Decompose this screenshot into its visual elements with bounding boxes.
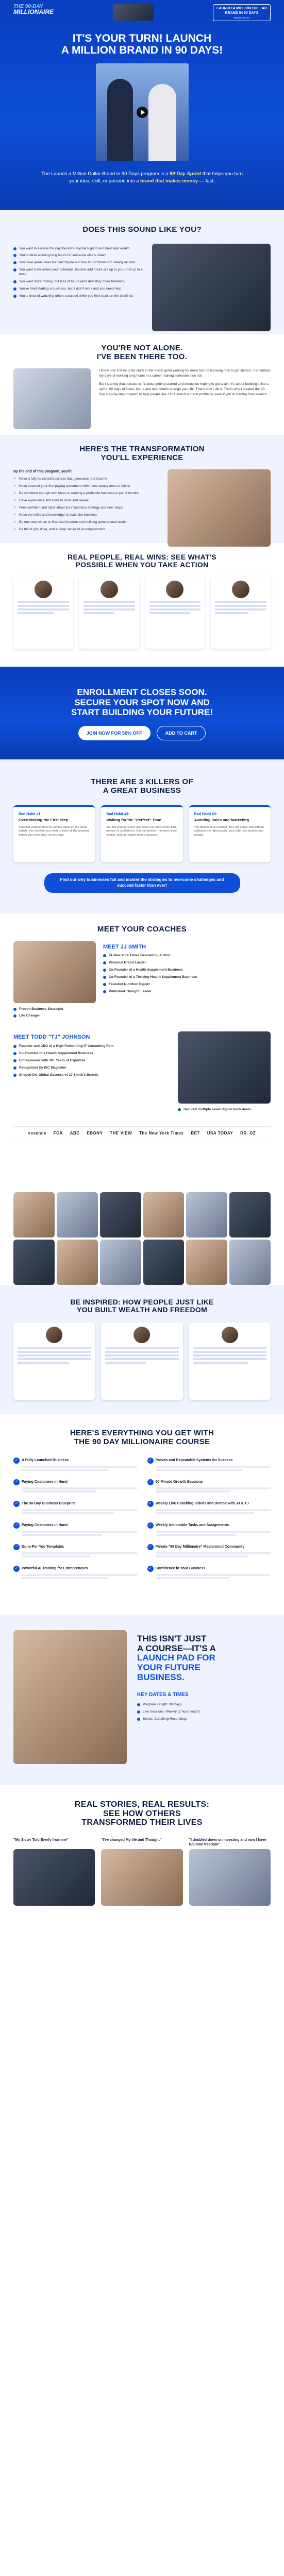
check-icon: ✓ xyxy=(147,1544,154,1550)
real-people-title: REAL PEOPLE, REAL WINS: SEE WHAT'S POSSIBLE WHEN YOU TAKE ACTION xyxy=(68,553,216,569)
coach1-name: MEET JJ SMITH xyxy=(103,943,146,950)
course-item: ✓ The 90-Day Business Blueprint xyxy=(13,1501,137,1514)
media-photo xyxy=(57,1240,98,1285)
sound-like-photo xyxy=(152,244,271,331)
transformation-photo xyxy=(168,469,271,547)
logo-line-2: MILLIONAIRE xyxy=(13,8,54,15)
transformation-lead: By the end of this program, you'll: xyxy=(13,470,72,473)
result-video-thumb[interactable] xyxy=(101,1849,182,1906)
result-quote: "I've changed My life and Thought" xyxy=(101,1838,162,1842)
press-logo: DR. OZ xyxy=(240,1131,256,1136)
avatar xyxy=(101,581,118,598)
hero-section xyxy=(0,0,284,210)
list-item: Co-Founder of a Thriving Health Supplement Business xyxy=(103,975,271,980)
list-item: Life Changer xyxy=(13,1014,96,1019)
real-people-section xyxy=(0,543,284,667)
list-item: ✓ Have a fully launched business that generates real income xyxy=(13,477,160,482)
result-video-thumb[interactable] xyxy=(13,1849,95,1906)
coach2-name: MEET TODD "TJ" JOHNSON xyxy=(13,1034,90,1041)
launch-badge xyxy=(213,4,271,21)
course-item: ✓ Powerful AI Training for Entrepreneurs xyxy=(13,1566,137,1579)
play-button[interactable] xyxy=(137,107,148,118)
list-item: Recognized by INC Magazine xyxy=(13,1066,171,1071)
badge-line-2: BRAND IN 90 DAYS xyxy=(225,11,259,15)
list-item: ✓ Be confident enough with ideas to running a profitable business in just 3 months xyxy=(13,492,160,496)
hero-headline xyxy=(0,32,284,56)
list-item: Founder and CEO of a High-Performing IT Consulting Firm xyxy=(13,1044,171,1049)
list-item: Co-Founder of a Health Supplement Business xyxy=(13,1052,171,1056)
result-quote: "I doubled down on investing and now I have full-time freedom" xyxy=(189,1838,266,1847)
course-section xyxy=(0,1414,284,1615)
list-item: Program Length: 90 Days xyxy=(137,1703,271,1707)
media-photo xyxy=(100,1240,141,1285)
hero-intro: The Launch a Million Dollar Brand in 90 Days program is a 90-Day Sprint that helps you turn your idea, skill, or passion into a brand that makes money — fast. xyxy=(41,171,243,184)
list-item: ✓ Feel confident and clear about your business strategy and next steps xyxy=(13,506,160,511)
list-item: Secured multiple seven-figure book deals xyxy=(178,1108,271,1112)
check-icon: ✓ xyxy=(147,1458,154,1464)
list-item: You're tired of watching others succeed while you feel stuck on the sidelines xyxy=(13,294,145,299)
list-item: Entrepreneur with 30+ Years of Expertise xyxy=(13,1059,171,1063)
list-item: You've tried starting a business, but it didn't work and you need help xyxy=(13,287,145,292)
hero-headline-line-1: IT'S YOUR TURN! LAUNCH xyxy=(72,32,212,45)
check-icon: ✓ xyxy=(147,1566,154,1572)
killer-card-1: Bad Habit #1: Overthinking the First Step You hold yourself back by getting stuck on the small details. You feel like you need to have all the answers before you even start, so you stall. xyxy=(13,805,95,862)
key-dates-title: KEY DATES & TIMES xyxy=(137,1692,189,1698)
course-item: ✓ Paying Customers in Hand xyxy=(13,1522,137,1536)
result-video-card[interactable] xyxy=(189,1838,271,1906)
results-section xyxy=(0,1785,284,2061)
top-bar xyxy=(0,4,284,21)
course-item: ✓ Done-For-You Templates xyxy=(13,1544,137,1557)
avatar xyxy=(46,1327,62,1343)
killer-card-3: Bad Habit #3: Avoiding Sales and Marketing You believe if you build it, they will come. But without selling to the right people, your offer sits unseen and unsold. xyxy=(189,805,271,862)
results-title: REAL STORIES, REAL RESULTS: SEE HOW OTHERS TRANSFORMED THEIR LIVES xyxy=(74,1800,210,1827)
list-item: You have great ideas but can't figure out how to turn them into steady income xyxy=(13,261,145,265)
check-icon: ✓ xyxy=(13,1479,20,1485)
sound-like-title: DOES THIS SOUND LIKE YOU? xyxy=(82,225,202,234)
avatar xyxy=(222,1327,238,1343)
list-item: Live Sessions: Weekly (2 hours each) xyxy=(137,1710,271,1715)
check-icon: ✓ xyxy=(13,1458,20,1464)
coach-portrait-photo xyxy=(13,368,91,429)
enroll-title: ENROLLMENT CLOSES SOON. SECURE YOUR SPOT NOW AND START BUILDING YOUR FUTURE! xyxy=(71,687,213,718)
list-item: ✓ Be full of grit, drive, and a deep sense of accomplishment xyxy=(13,528,160,532)
press-logo: THE VIEW xyxy=(110,1131,132,1136)
launchpad-title: THIS ISN'T JUST A COURSE—IT'S A LAUNCH PAD FOR YOUR FUTURE BUSINESS. xyxy=(137,1634,216,1682)
result-quote: "My Sister Told Everly from me" xyxy=(13,1838,69,1842)
not-alone-para-2: But I learned that success isn't about getting started and disruption hoping to get a win. It's about building it like a sprint. 90 days of focus, hours and momentum change your life. That's how I did it. That's why I created the 90-Day step-by-step program to help people like YOU launch a brand profitably, even if you're starting from scratch. xyxy=(99,382,269,396)
avatar xyxy=(35,581,52,598)
not-alone-para-1: I know how it feels to be stuck in the 9-to-5 grind working for more but not knowing how to get started. I remember my days of working long hours in a career making someone else rich. xyxy=(99,369,270,378)
story-card xyxy=(189,1323,271,1400)
check-icon: ✓ xyxy=(13,1544,20,1550)
sound-like-you-section xyxy=(0,210,284,334)
course-item: ✓ Paying Customers in Hand xyxy=(13,1479,137,1493)
press-logo: BET xyxy=(191,1131,200,1136)
play-icon xyxy=(141,110,145,115)
press-logo: ABC xyxy=(70,1131,80,1136)
inspired-title: BE INSPIRED: HOW PEOPLE JUST LIKE YOU BUILT WEALTH AND FREEDOM xyxy=(70,1298,214,1314)
list-item: Personal Brand Leader xyxy=(103,961,271,965)
story-card xyxy=(13,1323,95,1400)
press-logo: USA TODAY xyxy=(207,1131,233,1136)
list-item: You want a life where your schedule, income and future are up to you—not up to a boss xyxy=(13,268,145,277)
course-item: ✓ Private "90 Day Millionaire" Mastermind Community xyxy=(147,1544,271,1557)
hero-video[interactable] xyxy=(96,63,189,161)
story-card xyxy=(101,1323,182,1400)
launchpad-photo xyxy=(13,1630,127,1764)
check-icon: ✓ xyxy=(13,1566,20,1572)
course-item: ✓ Confidence in Your Business xyxy=(147,1566,271,1579)
transformation-title: HERE'S THE TRANSFORMATION YOU'LL EXPERIENCE xyxy=(79,445,205,462)
media-collage-section xyxy=(0,1192,284,1285)
testimonial-grid xyxy=(13,577,271,649)
media-photo xyxy=(100,1192,141,1238)
join-now-button[interactable]: JOIN NOW FOR 50% OFF xyxy=(78,726,151,740)
avatar xyxy=(133,1327,150,1343)
add-to-cart-button[interactable]: ADD TO CART xyxy=(157,726,206,740)
badge-line-1: LAUNCH A MILLION DOLLAR xyxy=(216,7,267,10)
avatar xyxy=(166,581,183,598)
not-alone-section xyxy=(0,334,284,435)
press-logo: essence xyxy=(28,1131,46,1136)
person-left-silhouette xyxy=(107,79,133,161)
course-item: ✓ Weekly Actionable Tasks and Assignments xyxy=(147,1522,271,1536)
list-item: Published Thought Leader xyxy=(103,990,271,994)
inspired-section xyxy=(0,1285,284,1414)
transformation-list xyxy=(13,477,160,532)
enroll-section xyxy=(0,667,284,759)
media-photo xyxy=(57,1192,98,1238)
media-photo xyxy=(13,1240,55,1285)
media-photo xyxy=(186,1192,227,1238)
transformation-section xyxy=(0,435,284,543)
sound-like-list xyxy=(13,244,145,331)
course-item: ✓ 90-Minute Growth Sessions xyxy=(147,1479,271,1493)
list-item: Bonus: Coaching Recordings xyxy=(137,1717,271,1722)
testimonial-card xyxy=(79,577,139,649)
check-icon: ✓ xyxy=(147,1522,154,1529)
killers-title: THERE ARE 3 KILLERS OF A GREAT BUSINESS xyxy=(91,777,193,795)
press-logo-strip xyxy=(13,1126,271,1141)
list-item: ✓ Have the skills and knowledge to scale the business xyxy=(13,513,160,518)
badge-small: PRESENTED BY xyxy=(233,16,250,19)
killer-card-2: Bad Habit #2: Waiting for the "Perfect" Time You tell yourself you'll start when you have more time, money, or confidence. But the 'perfect' moment never comes, and you watch others succeed. xyxy=(101,805,182,862)
list-item: ✓ Have experience and tools to rinse and repeat xyxy=(13,499,160,503)
media-photo xyxy=(143,1240,185,1285)
list-item: You want to escape the paycheck-to-paycheck grind and build real wealth xyxy=(13,247,145,251)
testimonial-card xyxy=(145,577,205,649)
hero-top-photo xyxy=(113,4,154,21)
list-item: Proven Business Strategist xyxy=(13,1007,96,1012)
testimonial-card xyxy=(211,577,271,649)
list-item: You're done working long hours for someone else's dream xyxy=(13,253,145,258)
media-photo xyxy=(229,1192,271,1238)
list-item: ✓ Be one step closer to financial freedom and building generational wealth xyxy=(13,520,160,525)
person-right-silhouette xyxy=(148,84,176,161)
media-photo xyxy=(143,1192,185,1238)
check-icon: ✓ xyxy=(13,1522,20,1529)
launchpad-section xyxy=(0,1615,284,1785)
testimonial-card xyxy=(13,577,73,649)
check-icon: ✓ xyxy=(13,1501,20,1507)
press-logo: EBONY xyxy=(87,1131,103,1136)
course-item: ✓ Proven and Repeatable Systems for Success xyxy=(147,1458,271,1471)
check-icon: ✓ xyxy=(147,1501,154,1507)
check-icon: ✓ xyxy=(147,1479,154,1485)
brand-logo xyxy=(13,4,54,15)
list-item: Co-Founder of a Health Supplement Business xyxy=(103,968,271,973)
course-item: ✓ Weekly Live Coaching Videos and Demos with JJ & TJ xyxy=(147,1501,271,1514)
list-item: Shaped the Global Success of JJ Smith's Brands xyxy=(13,1073,171,1078)
coaches-section xyxy=(0,914,284,1192)
media-photo xyxy=(186,1240,227,1285)
press-logo: FOX xyxy=(53,1131,63,1136)
list-item: You want more money, but less of hours (and definitely more freedom) xyxy=(13,280,145,284)
jj-smith-photo xyxy=(13,941,96,1003)
killers-section xyxy=(0,759,284,914)
media-photo xyxy=(13,1192,55,1238)
todd-johnson-photo xyxy=(178,1031,271,1104)
media-photo xyxy=(229,1240,271,1285)
coaches-title: MEET YOUR COACHES xyxy=(97,925,187,934)
key-dates-list xyxy=(137,1703,271,1722)
killers-cta-banner[interactable]: Find out why businesses fail and master the strategies to overcome challenges and succeed faster than ever! xyxy=(44,873,240,893)
logo-line-1: THE 90-DAY xyxy=(13,4,43,9)
list-item: Featured Nutrition Expert xyxy=(103,982,271,987)
not-alone-title: YOU'RE NOT ALONE. I'VE BEEN THERE TOO. xyxy=(96,344,188,361)
course-title: HERE'S EVERYTHING YOU GET WITH THE 90 DAY MILLIONAIRE COURSE xyxy=(70,1429,214,1446)
list-item: #1 New York Times Bestselling Author xyxy=(103,954,271,958)
hero-headline-line-2: A MILLION BRAND IN 90 DAYS! xyxy=(61,44,223,57)
avatar xyxy=(232,581,249,598)
result-video-card[interactable] xyxy=(13,1838,95,1906)
list-item: ✓ Have secured your first paying customers with more steady ones to follow xyxy=(13,484,160,489)
press-logo: The New York Times xyxy=(139,1131,184,1136)
course-item: ✓ A Fully Launched Business xyxy=(13,1458,137,1471)
result-video-thumb[interactable] xyxy=(189,1849,271,1906)
result-video-card[interactable] xyxy=(101,1838,182,1906)
